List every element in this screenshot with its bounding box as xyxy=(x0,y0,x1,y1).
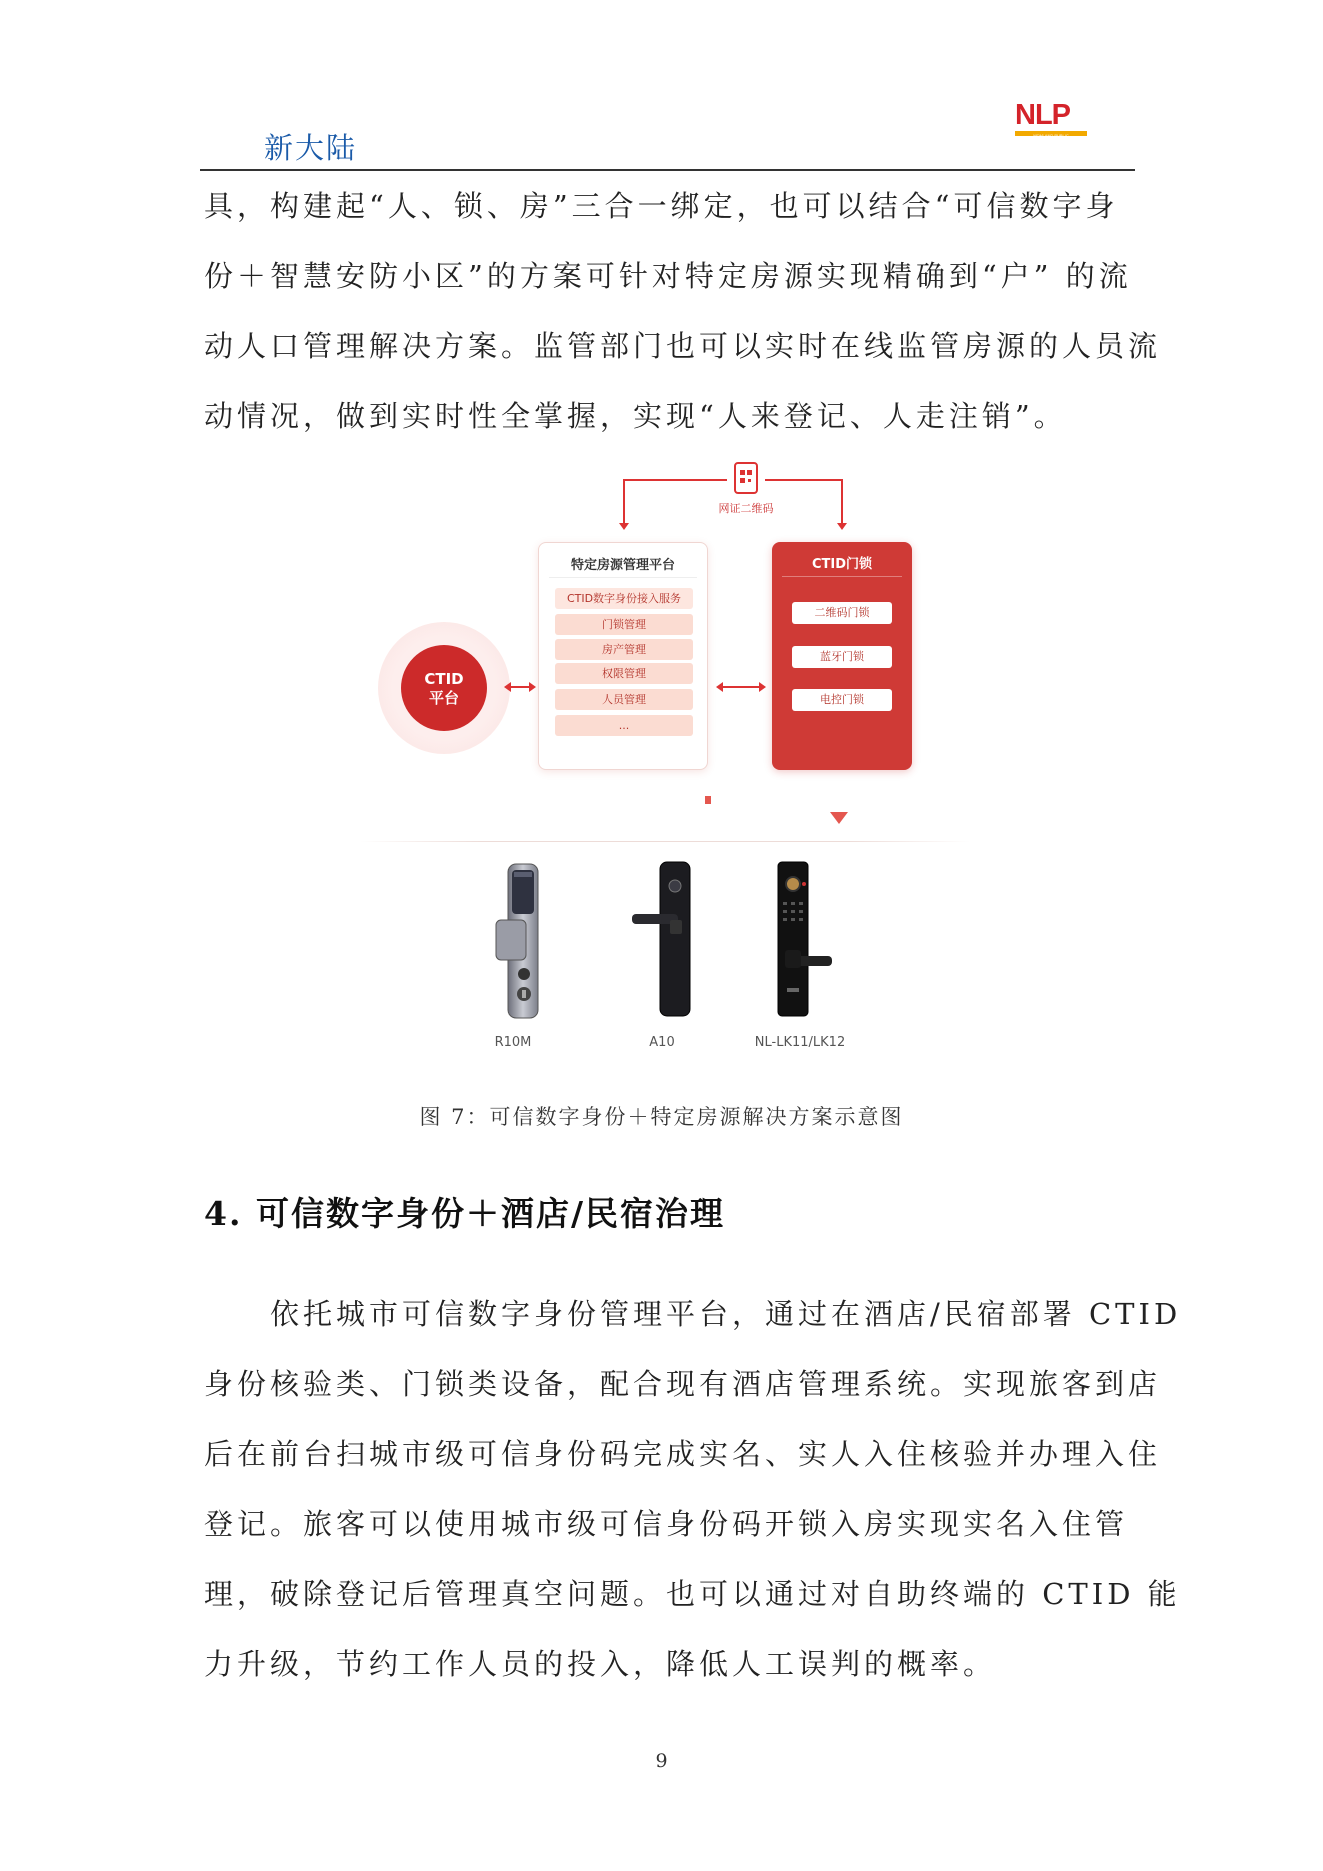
text-line: 力升级，节约工作人员的投入，降低人工误判的概率。 xyxy=(204,1647,997,1681)
platform-item: 门锁管理 xyxy=(555,614,693,635)
connector-line-right xyxy=(765,479,843,481)
connector-line-left xyxy=(623,479,727,481)
lock-item: 二维码门锁 xyxy=(792,602,892,624)
logo-text: NLP xyxy=(1015,99,1070,131)
figure-caption: 图 7：可信数字身份＋特定房源解决方案示意图 xyxy=(419,1105,904,1129)
paragraph-2 xyxy=(204,1279,1182,1699)
figure-divider xyxy=(360,841,970,842)
platform-item: 房产管理 xyxy=(555,639,693,660)
lock-a10-image xyxy=(630,860,700,1020)
page-number: 9 xyxy=(655,1750,668,1772)
platform-item: CTID数字身份接入服务 xyxy=(555,588,693,609)
ctid-platform-circle xyxy=(378,622,510,754)
phone-qr-icon xyxy=(734,462,758,494)
text-line: 后在前台扫城市级可信身份码完成实名、实人入住核验并办理入住 xyxy=(204,1437,1162,1471)
arrow-down-icon xyxy=(830,812,848,824)
paragraph-1 xyxy=(204,171,1162,451)
product-label: R10M xyxy=(494,1035,532,1050)
text-line: 身份核验类、门锁类设备，配合现有酒店管理系统。实现旅客到店 xyxy=(204,1367,1162,1401)
text-line: 动情况，做到实时性全掌握，实现“人来登记、人走注销”。 xyxy=(204,399,1067,433)
logo-tagline: NEWLAND PUBLIC xyxy=(1033,133,1069,138)
platform-item: ... xyxy=(555,715,693,736)
arrow-down-right-icon xyxy=(837,523,847,530)
connector-drop-left xyxy=(623,479,625,523)
ctid-platform-line2: 平台 xyxy=(428,689,459,707)
connector-drop-right xyxy=(841,479,843,523)
text-line: 具，构建起“人、锁、房”三合一绑定，也可以结合“可信数字身 xyxy=(204,189,1119,223)
double-arrow-icon xyxy=(722,686,760,688)
lock-nl-lk11-image xyxy=(764,860,834,1020)
platform-panel xyxy=(538,542,708,770)
arrow-down-left-icon xyxy=(619,523,629,530)
ctid-lock-panel xyxy=(772,542,912,770)
solution-diagram xyxy=(360,460,970,1060)
arrow-down-stem xyxy=(705,796,711,804)
brand-name: 新大陆 xyxy=(264,131,358,165)
qr-label: 网证二维码 xyxy=(718,502,774,515)
platform-panel-title: 特定房源管理平台 xyxy=(570,558,675,573)
platform-item: 人员管理 xyxy=(555,689,693,710)
lock-panel-title: CTID门锁 xyxy=(811,557,873,572)
double-arrow-icon xyxy=(510,686,530,688)
text-line: 理，破除登记后管理真空问题。也可以通过对自助终端的 CTID 能 xyxy=(204,1577,1181,1611)
section-title: 4. 可信数字身份＋酒店/民宿治理 xyxy=(204,1194,725,1233)
text-line: 依托城市可信数字身份管理平台，通过在酒店/民宿部署 CTID xyxy=(204,1297,1182,1331)
lock-r10m-image xyxy=(494,862,552,1022)
text-line: 动人口管理解决方案。监管部门也可以实时在线监管房源的人员流 xyxy=(204,329,1162,363)
product-label: A10 xyxy=(649,1035,675,1050)
product-label: NL-LK11/LK12 xyxy=(754,1035,846,1050)
lock-item: 蓝牙门锁 xyxy=(792,646,892,668)
platform-item: 权限管理 xyxy=(555,663,693,684)
lock-item: 电控门锁 xyxy=(792,689,892,711)
text-line: 份＋智慧安防小区”的方案可针对特定房源实现精确到“户” 的流 xyxy=(204,259,1132,293)
ctid-platform-badge xyxy=(401,645,487,731)
text-line: 登记。旅客可以使用城市级可信身份码开锁入房实现实名入住管 xyxy=(204,1507,1129,1541)
ctid-platform-line1: CTID xyxy=(424,670,464,688)
